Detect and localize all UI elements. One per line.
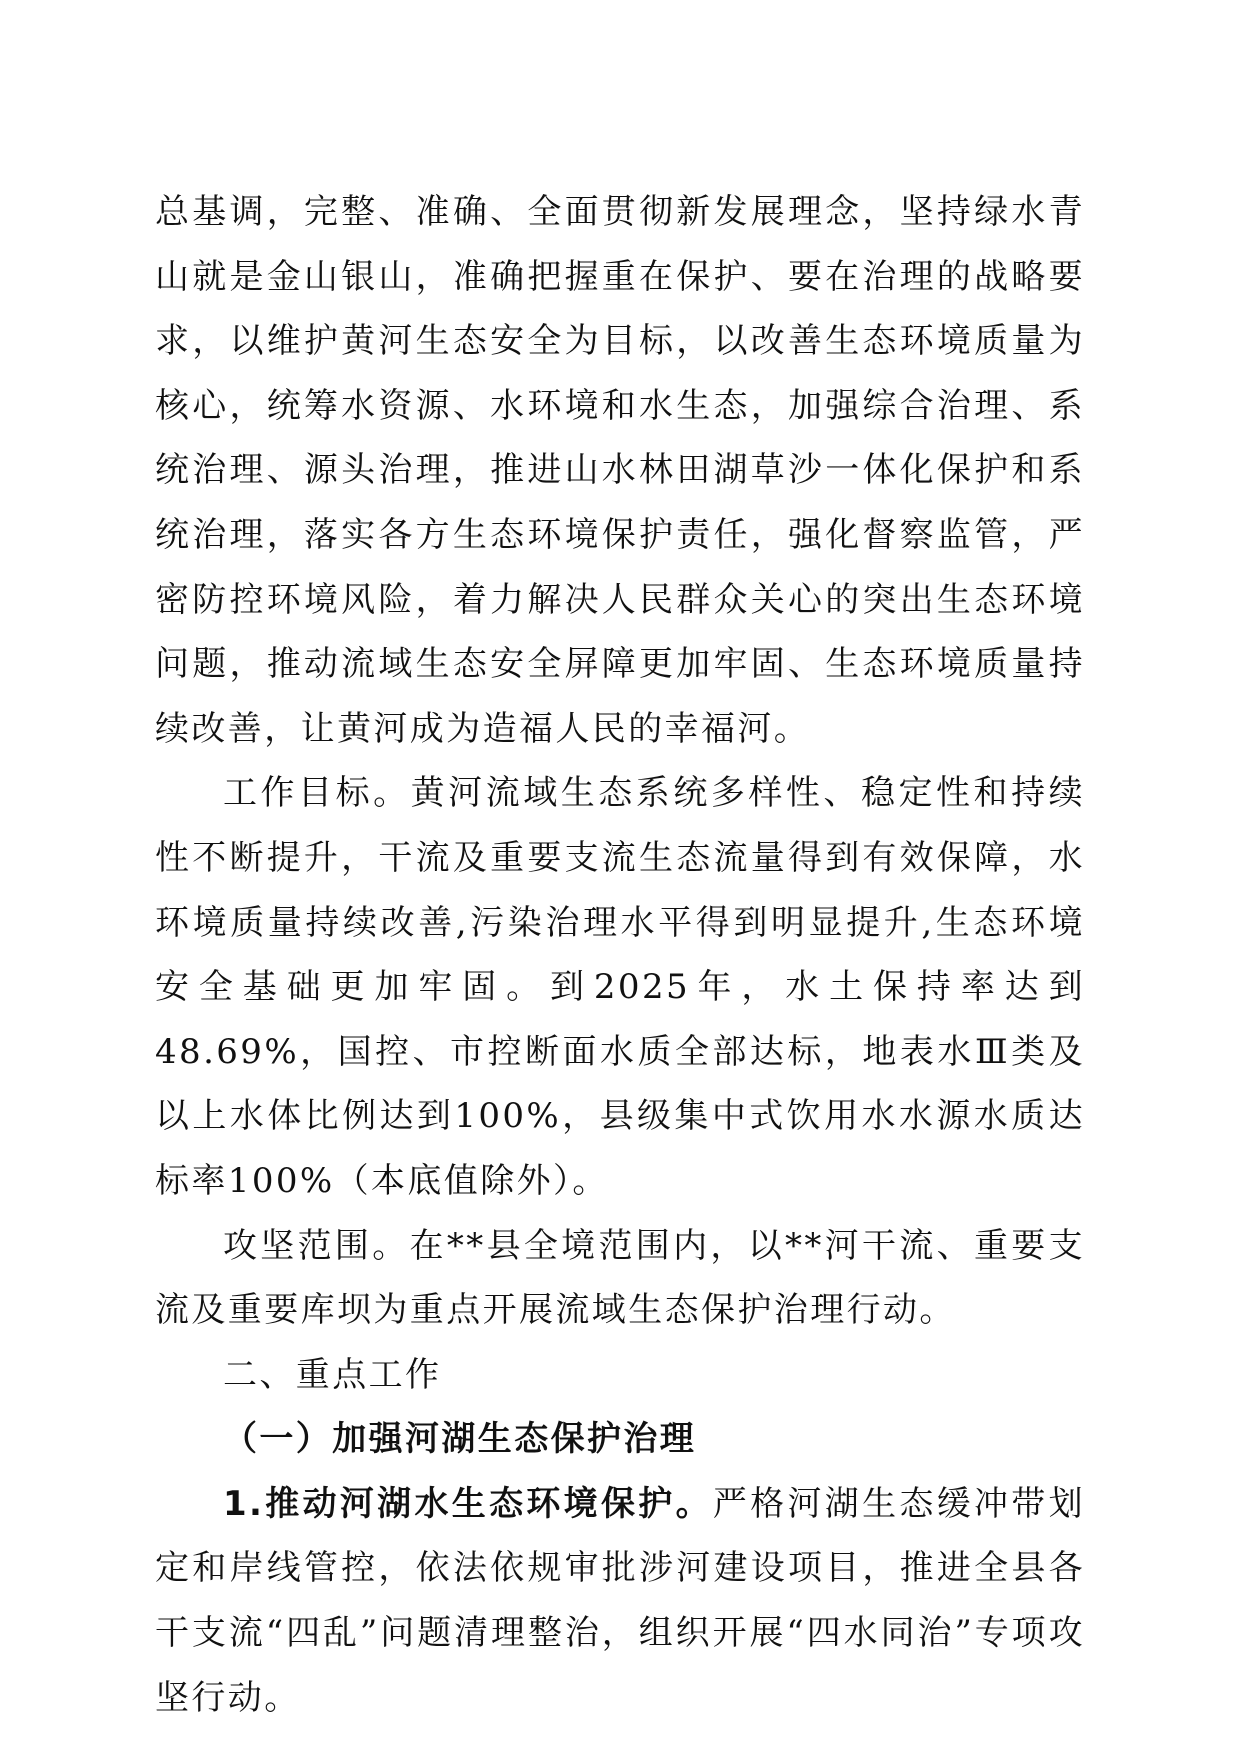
item-1-lead: 1.推动河湖水生态环境保护。 [223, 1483, 713, 1524]
item-1-body: 严格河湖生态缓冲带划定和岸线管控，依法依规审批涉河建设项目，推进全县各干支流“四乱”问题清理整治，组织开展“四水同治”专项攻坚行动。 [155, 1483, 1085, 1718]
document-body [155, 180, 1085, 1730]
paragraph-item-1 [155, 1472, 1085, 1730]
section-heading-key-work: 二、重点工作 [223, 1354, 442, 1395]
paragraph-scope: 攻坚范围。在**县全境范围内，以**河干流、重要支流及重要库坝为重点开展流域生态保护治理行动。 [155, 1225, 1085, 1331]
paragraph-work-goals: 工作目标。黄河流域生态系统多样性、稳定性和持续性不断提升，干流及重要支流生态流量得到有效保障，水环境质量持续改善,污染治理水平得到明显提升,生态环境安全基础更加牢固。到2025年，水土保持率达到48.69%，国控、市控断面水质全部达标，地表水Ⅲ类及以上水体比例达到100%，县级集中式饮用水水源水质达标率100%（本底值除外）。 [155, 773, 1085, 1201]
paragraph-intro: 总基调，完整、准确、全面贯彻新发展理念，坚持绿水青山就是金山银山，准确把握重在保护、要在治理的战略要求，以维护黄河生态安全为目标，以改善生态环境质量为核心，统筹水资源、水环境和水生态，加强综合治理、系统治理、源头治理，推进山水林田湖草沙一体化保护和系统治理，落实各方生态环境保护责任，强化督察监管，严密防控环境风险，着力解决人民群众关心的突出生态环境问题，推动流域生态安全屏障更加牢固、生态环境质量持续改善，让黄河成为造福人民的幸福河。 [155, 192, 1085, 749]
subsection-heading-river-lake: （一）加强河湖生态保护治理 [223, 1419, 697, 1460]
